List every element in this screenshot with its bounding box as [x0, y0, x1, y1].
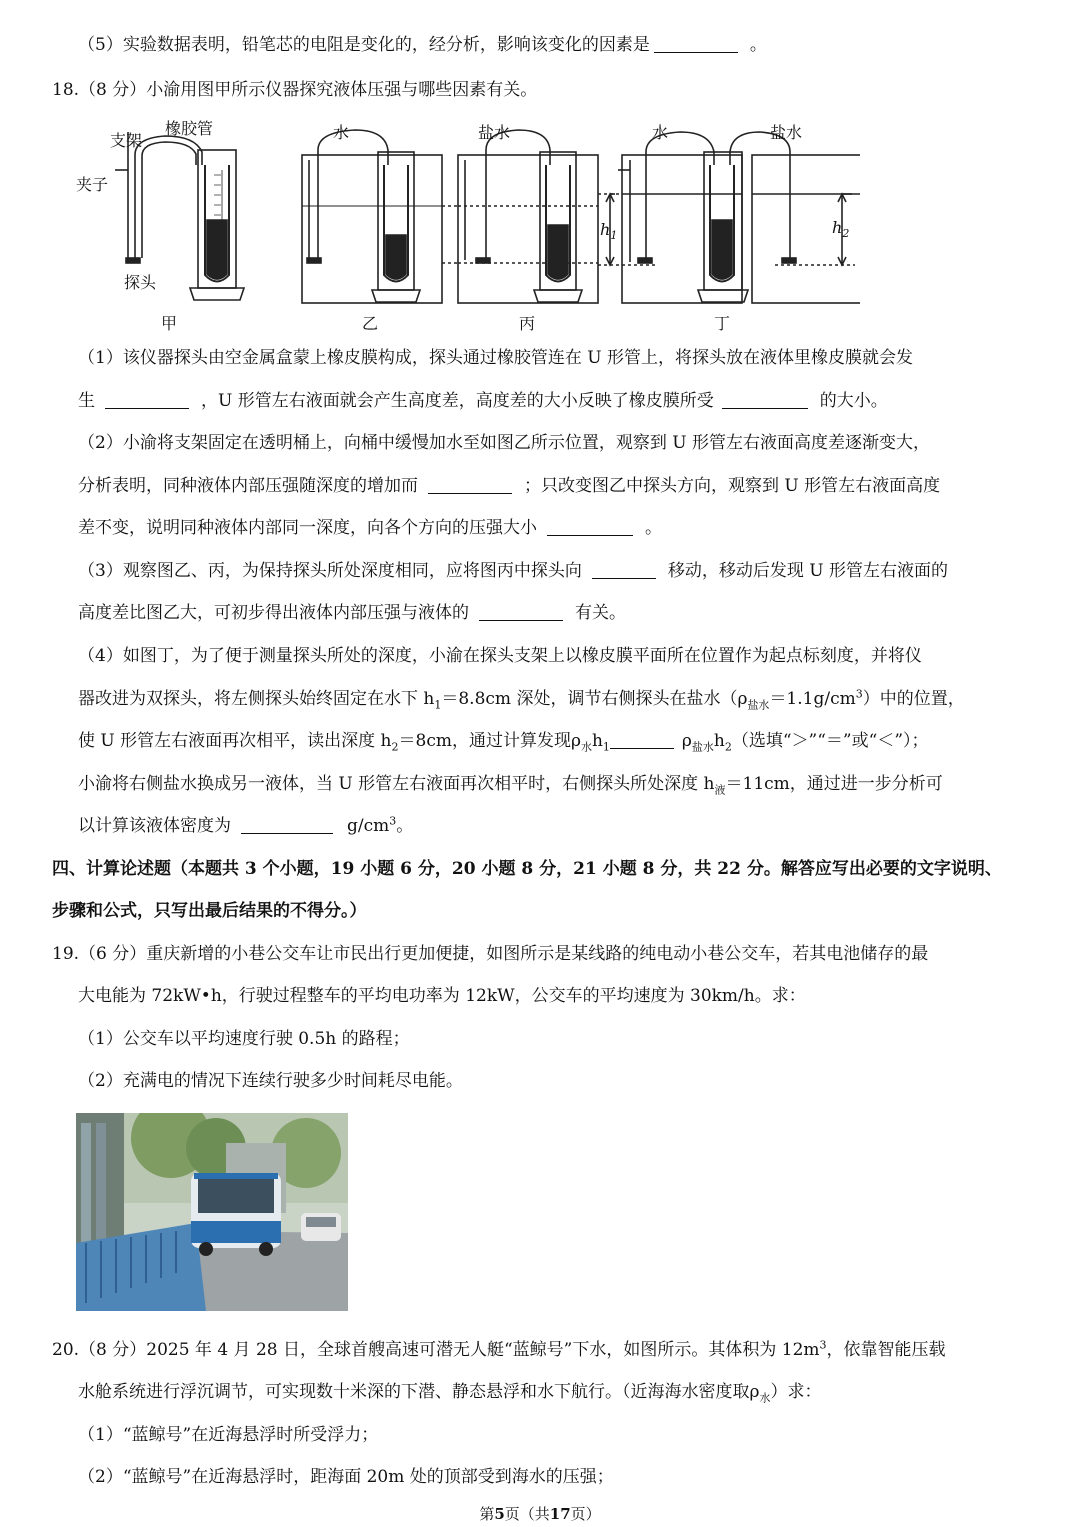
page-footer: 第5页（共17页） [479, 1505, 601, 1523]
q20-line1: 20.（8 分）2025 年 4 月 28 日，全球首艘高速可潜无人艇“蓝鲸号”下水，如图所示。其体积为 $12m^3$，依靠智能压载 [52, 1338, 946, 1360]
apparatus-bing [458, 130, 598, 303]
label-bracket: 支架 [110, 131, 143, 150]
answer-blank[interactable] [610, 730, 674, 749]
caption-yi: 乙 [362, 314, 379, 333]
q18-part4-line1: （4）如图丁，为了便于测量探头所处的深度，小渝在探头支架上以橡皮膜平面所在位置作为起点标刻度，并将仪 [78, 646, 922, 666]
answer-blank[interactable] [241, 815, 333, 834]
caption-bing: 丙 [519, 314, 536, 333]
bus-photo [76, 1113, 348, 1311]
page-number: 5 [494, 1505, 505, 1523]
caption-ding: 丁 [714, 314, 731, 333]
label-water-ding: 水 [652, 123, 669, 142]
apparatus-ding [598, 132, 860, 303]
q18-part2-line3: 差不变，说明同种液体内部同一深度，向各个方向的压强大小 。 [78, 518, 662, 538]
answer-blank[interactable] [479, 602, 563, 621]
answer-blank[interactable] [105, 390, 189, 409]
section4-heading-line1: 四、计算论述题（本题共 3 个小题，19 小题 6 分，20 小题 8 分，21 小题 8 分，共 22 分。解答应写出必要的文字说明、 [52, 859, 1002, 879]
q18-part4-line5: 以计算该液体密度为 $g/cm^3$。 [78, 814, 414, 836]
answer-blank[interactable] [547, 517, 633, 536]
q18-part4-line4: 小渝将右侧盐水换成另一液体，当 U 形管左右液面再次相平时，右侧探头所处深度 $h_液=11cm$，通过进一步分析可 [78, 774, 943, 797]
q18-part2-line1: （2）小渝将支架固定在透明桶上，向桶中缓慢加水至如图乙所示位置，观察到 U 形管左右液面高度差逐渐变大， [78, 433, 930, 453]
q17-part5: （5）实验数据表明，铅笔芯的电阻是变化的，经分析，影响该变化的因素是 。 [78, 35, 767, 55]
caption-jia: 甲 [161, 314, 178, 333]
label-clip: 夹子 [76, 175, 109, 194]
q20-line2: 水舱系统进行浮沉调节，可实现数十米深的下潜、静态悬浮和水下航行。（近海海水密度取$\rho_水$）求： [78, 1382, 822, 1405]
apparatus-yi [302, 130, 458, 303]
q18-part3-line1: （3）观察图乙、丙，为保持探头所处深度相同，应将图丙中探头向 移动，移动后发现 U 形管左右液面的 [78, 561, 948, 581]
q18-part3-line2: 高度差比图乙大，可初步得出液体内部压强与液体的 有关。 [78, 603, 626, 623]
answer-blank[interactable] [592, 560, 656, 579]
q18-part2-line2: 分析表明，同种液体内部压强随深度的增加而 ；只改变图乙中探头方向，观察到 U 形管左右液面高度 [78, 476, 941, 496]
u-tube-figure [70, 110, 860, 335]
answer-blank[interactable] [428, 475, 512, 494]
label-water-yi: 水 [333, 123, 350, 142]
section4-heading-line2: 步骤和公式，只写出最后结果的不得分。） [52, 901, 367, 921]
q18-part4-line3: 使 U 形管左右液面再次相平，读出深度 $h_2=8cm$，通过计算发现$\rho_水h_1$ $\rho_{盐水}h_2$（选填“＞”“＝”或“＜”）； [78, 731, 929, 754]
q20-sub1: （1）“蓝鲸号”在近海悬浮时所受浮力； [78, 1425, 379, 1445]
answer-blank[interactable] [722, 390, 808, 409]
q19-sub2: （2）充满电的情况下连续行驶多少时间耗尽电能。 [78, 1071, 463, 1091]
q18-part1-line2: 生 ，U 形管左右液面就会产生高度差，高度差的大小反映了橡皮膜所受 的大小。 [78, 391, 888, 411]
q19-sub1: （1）公交车以平均速度行驶 0.5h 的路程； [78, 1029, 410, 1049]
q19-line2: 大电能为 72kW•h，行驶过程整车的平均电功率为 12kW，公交车的平均速度为 30km/h。求： [78, 986, 806, 1006]
q18-part4-line2: 器改进为双探头，将左侧探头始终固定在水下 $h_1=8.8cm$ 深处，调节右侧探头在盐水$(\rho_{盐水}=1.1g/cm^3)$中的位置， [78, 687, 965, 712]
label-h1: $h_1$ [600, 220, 618, 243]
q20-sub2: （2）“蓝鲸号”在近海悬浮时，距海面 20m 处的顶部受到海水的压强； [78, 1467, 614, 1487]
label-brine-ding: 盐水 [770, 123, 803, 142]
label-rubber-tube: 橡胶管 [165, 119, 214, 138]
q18-header: 18.（8 分）小渝用图甲所示仪器探究液体压强与哪些因素有关。 [52, 80, 538, 100]
label-probe: 探头 [124, 273, 157, 292]
q19-line1: 19.（6 分）重庆新增的小巷公交车让市民出行更加便捷，如图所示是某线路的纯电动小巷公交车，若其电池储存的最 [52, 944, 929, 964]
label-brine-bing: 盐水 [478, 123, 511, 142]
page-total: 17 [549, 1505, 571, 1523]
q18-part1-line1: （1）该仪器探头由空金属盒蒙上橡皮膜构成，探头通过橡胶管连在 U 形管上，将探头放在液体里橡皮膜就会发 [78, 348, 913, 368]
label-h2: $h_2$ [832, 218, 850, 241]
answer-blank[interactable] [654, 34, 738, 53]
